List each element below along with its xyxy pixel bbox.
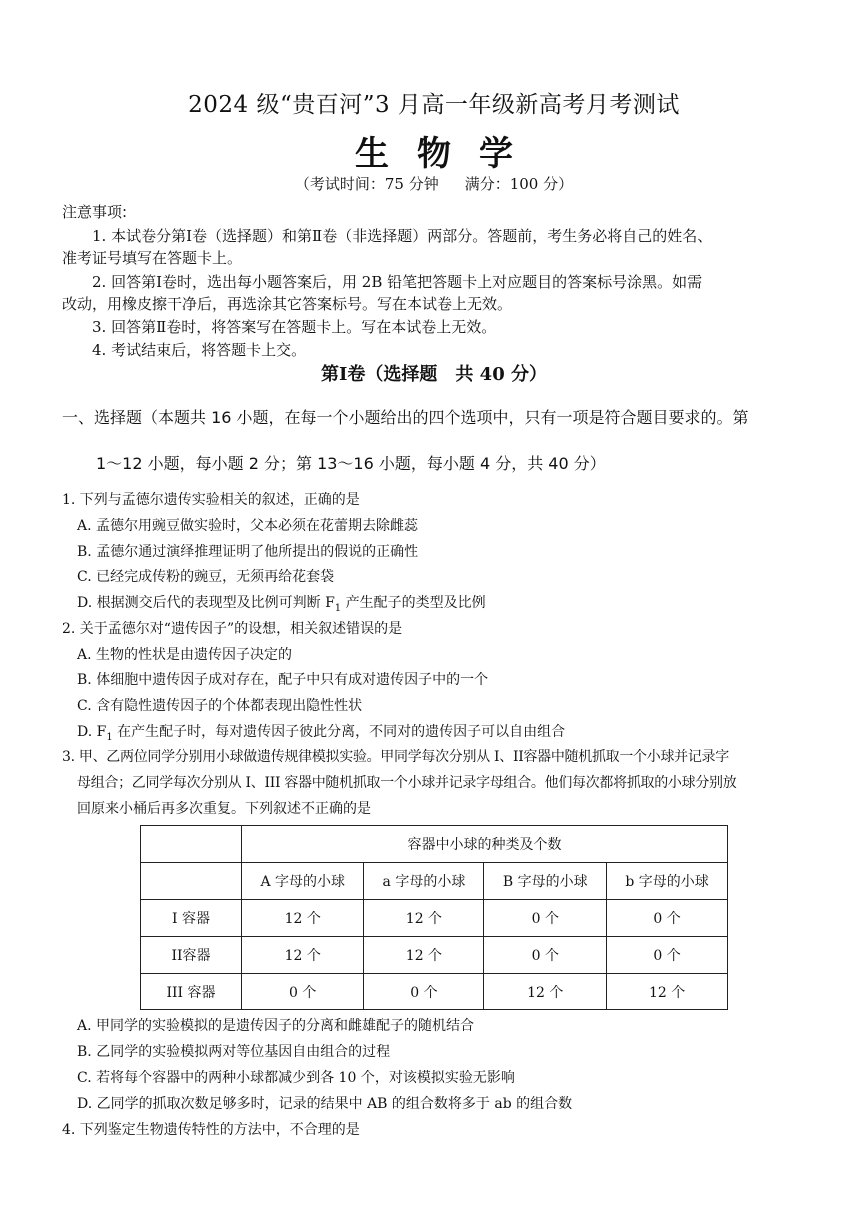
table-cell: 12 个: [607, 974, 728, 1010]
table-corner-cell: [141, 826, 242, 863]
table-cell: 0 个: [242, 974, 364, 1010]
notice-line: [62, 271, 810, 293]
table-column-header: a 字母的小球: [364, 863, 484, 900]
q3-option-c: C. 若将每个容器中的两种小球都减少到各 10 个，对该模拟实验无影响: [77, 1070, 515, 1086]
notice-text: 3. 回答第Ⅱ卷时，将答案写在答题卡上。写在本试卷上无效。: [92, 318, 497, 336]
q2-option-a: A. 生物的性状是由遗传因子决定的: [77, 647, 293, 663]
section-title: 第Ⅰ卷（选择题 共 40 分）: [320, 364, 547, 385]
table-cell: 12 个: [364, 900, 484, 937]
question-4-stem: 4. 下列鉴定生物遗传特性的方法中，不合理的是: [62, 1122, 360, 1138]
q1-option-c: C. 已经完成传粉的豌豆，无须再给花套袋: [77, 569, 335, 585]
exam-score: 满分：100 分）: [464, 175, 574, 193]
exam-time: （考试时间：75 分钟: [294, 175, 439, 193]
table-row: [141, 900, 728, 937]
table-column-header: B 字母的小球: [484, 863, 607, 900]
table-row-label: II容器: [141, 937, 242, 974]
table-cell: 0 个: [607, 937, 728, 974]
q1-option-a: A. 孟德尔用豌豆做实验时，父本必须在花蕾期去除雌蕊: [77, 518, 419, 534]
notice-text: 2. 回答第Ⅰ卷时，选出每小题答案后，用 2B 铅笔把答题卡上对应题目的答案标号涂黑。如需: [92, 273, 703, 291]
notice-line: [62, 293, 810, 315]
q2-option-b: B. 体细胞中遗传因子成对存在，配子中只有成对遗传因子中的一个: [77, 672, 489, 688]
q2-option-d: [77, 722, 817, 748]
table-column-header-row: [141, 863, 728, 900]
q1-option-b: B. 孟德尔通过演绎推理证明了他所提出的假说的正确性: [77, 544, 419, 560]
table-cell: 0 个: [364, 974, 484, 1010]
notice-text: 4. 考试结束后，将答题卡上交。: [92, 341, 307, 359]
table-corner-cell: [141, 863, 242, 900]
question-3-stem-line2: 母组合；乙同学每次分别从 I、III 容器中随机抓取一个小球并记录字母组合。他们每次都将抓取的小球分别放: [77, 775, 737, 791]
table-cell: 0 个: [484, 900, 607, 937]
subject-title: 生物学: [355, 134, 541, 174]
table-cell: 12 个: [484, 974, 607, 1010]
exam-title: 2024 级“贵百河”3 月高一年级新高考月考测试: [188, 92, 680, 118]
q3-option-d: D. 乙同学的抓取次数足够多时，记录的结果中 AB 的组合数将多于 ab 的组合数: [77, 1096, 573, 1112]
q1-d-text-end: 产生配子的类型及比例: [341, 595, 486, 611]
table-header-row: [141, 826, 728, 863]
question-3-stem-line1: 3. 甲、乙两位同学分别用小球做遗传规律模拟实验。甲同学每次分别从 I、II容器中随机抓取一个小球并记录字: [62, 749, 729, 765]
notice-line: [62, 316, 810, 338]
ball-container-table: [140, 825, 728, 1010]
question-2-stem: 2. 关于孟德尔对“遗传因子”的设想，相关叙述错误的是: [62, 621, 403, 637]
table-group-header: 容器中小球的种类及个数: [242, 826, 728, 863]
notice-line: [62, 225, 810, 247]
part-heading-line2: 1～12 小题，每小题 2 分；第 13～16 小题，每小题 4 分，共 40 分）: [96, 454, 606, 473]
table-column-header: A 字母的小球: [242, 863, 364, 900]
table-cell: 0 个: [607, 900, 728, 937]
exam-info: [0, 173, 868, 194]
table-cell: 12 个: [242, 900, 364, 937]
table-row: [141, 974, 728, 1010]
q3-option-b: B. 乙同学的实验模拟两对等位基因自由组合的过程: [77, 1044, 391, 1060]
q2-d-sub: 1: [106, 731, 113, 743]
notice-line: [62, 339, 810, 361]
notice-text: 改动，用橡皮擦干净后，再选涂其它答案标号。写在本试卷上无效。: [62, 295, 513, 313]
q2-d-text-end: 在产生配子时，每对遗传因子彼此分离，不同对的遗传因子可以自由组合: [112, 724, 566, 740]
q2-option-c: C. 含有隐性遗传因子的个体都表现出隐性性状: [77, 698, 363, 714]
q1-option-d: [77, 593, 817, 619]
notice-text: 1. 本试卷分第Ⅰ卷（选择题）和第Ⅱ卷（非选择题）两部分。答题前，考生务必将自己的姓名、: [92, 227, 713, 245]
notice-text: 准考证号填写在答题卡上。: [62, 249, 243, 267]
question-1-stem: 1. 下列与孟德尔遗传实验相关的叙述，正确的是: [62, 492, 360, 508]
table-row-label: I 容器: [141, 900, 242, 937]
q2-d-text: D. F: [77, 724, 107, 740]
table-row-label: III 容器: [141, 974, 242, 1010]
part-heading-line1: 一、选择题（本题共 16 小题，在每一个小题给出的四个选项中，只有一项是符合题目要求的。第: [62, 408, 749, 427]
table-row: [141, 937, 728, 974]
q1-d-sub: 1: [334, 602, 342, 614]
question-3-stem-line3: 回原来小桶后再多次重复。下列叙述不正确的是: [77, 801, 371, 817]
notice-heading: 注意事项:: [62, 203, 128, 221]
notice-line: [62, 247, 810, 269]
table-cell: 12 个: [242, 937, 364, 974]
q3-option-a: A. 甲同学的实验模拟的是遗传因子的分离和雌雄配子的随机结合: [77, 1018, 475, 1034]
table-column-header: b 字母的小球: [607, 863, 728, 900]
table-cell: 12 个: [364, 937, 484, 974]
q1-d-text: D. 根据测交后代的表现型及比例可判断 F: [77, 595, 335, 611]
table-cell: 0 个: [484, 937, 607, 974]
